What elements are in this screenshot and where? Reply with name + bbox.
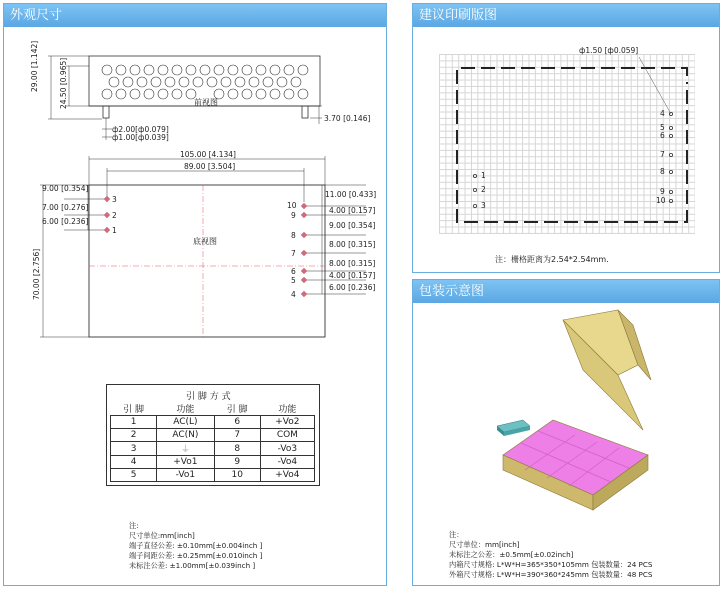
dimensions-panel-title: 外观尺寸: [4, 4, 386, 27]
pcb-pin-1: 1: [481, 171, 486, 180]
package-panel-title: 包装示意图: [413, 280, 719, 303]
front-height-body: 24.50 [0.965]: [59, 57, 68, 109]
ground-symbol-icon: ⏚: [157, 442, 215, 456]
right-dim-4a: 4.00 [0.157]: [329, 206, 376, 215]
pin-table-header: 引 脚: [123, 405, 144, 415]
pin-cell: 2: [111, 429, 157, 442]
note-line: 外箱尺寸规格: L*W*H=390*360*245mm 包装数量：48 PCS: [449, 570, 653, 579]
table-row: [111, 416, 315, 429]
right-pin-4: 4: [291, 290, 296, 299]
pcb-pin-4: 4: [660, 109, 665, 118]
pin-cell: 10: [214, 469, 260, 482]
pcb-pin-8: 8: [660, 167, 665, 176]
note-line: 未标注之公差：±0.5mm[±0.02inch]: [449, 550, 574, 559]
table-row: [111, 456, 315, 469]
left-pin-2: 2: [112, 211, 117, 220]
right-pin-8: 8: [291, 231, 296, 240]
pcb-pin-3: 3: [481, 201, 486, 210]
pin-table-header: 功能: [176, 405, 195, 415]
note-line: 端子直径公差: ±0.10mm[±0.004inch ]: [129, 541, 263, 550]
left-dim-6: 6.00 [0.236]: [42, 217, 89, 226]
pcb-pin-9: 9: [660, 187, 665, 196]
function-cell: AC(L): [157, 416, 215, 429]
pcb-pin-5: 5: [660, 123, 665, 132]
pin-cell: 4: [111, 456, 157, 469]
right-pin-10: 10: [287, 201, 297, 210]
front-pin-dia-1: ф2.00[ф0.079]: [112, 125, 169, 134]
pin-cell: 8: [214, 442, 260, 456]
pin-cell: 5: [111, 469, 157, 482]
right-pin-7: 7: [291, 249, 296, 258]
front-pin-length: 3.70 [0.146]: [324, 114, 371, 123]
pin-table-title: 引 脚 方 式: [186, 392, 231, 402]
dimensions-panel: [3, 3, 387, 586]
dimension-notes: [129, 521, 262, 571]
note-line: 未标注公差: ±1.00mm[±0.039inch ]: [129, 561, 256, 570]
function-cell: COM: [260, 429, 314, 442]
right-pin-9: 9: [291, 211, 296, 220]
function-cell: +Vo1: [157, 456, 215, 469]
note-line: 注：: [449, 530, 464, 539]
function-cell: -Vo3: [260, 442, 314, 456]
table-row: [111, 429, 315, 442]
pcb-pin-2: 2: [481, 185, 486, 194]
bottom-height-total: 70.00 [2.756]: [32, 248, 41, 300]
right-dim-8a: 8.00 [0.315]: [329, 240, 376, 249]
left-pin-1: 1: [112, 226, 117, 235]
right-dim-11: 11.00 [0.433]: [325, 190, 377, 199]
bottom-width-total: 105.00 [4.134]: [180, 150, 236, 159]
front-height-total: 29.00 [1.142]: [30, 40, 39, 92]
pin-cell: 7: [214, 429, 260, 442]
package-notes: [449, 530, 652, 580]
pin-cell: 1: [111, 416, 157, 429]
bottom-view-drawing: [4, 4, 387, 344]
right-dim-8b: 8.00 [0.315]: [329, 259, 376, 268]
pin-cell: 3: [111, 442, 157, 456]
left-pin-3: 3: [112, 195, 117, 204]
pin-table: [110, 402, 315, 482]
pcb-layout-panel-title: 建议印刷版图: [413, 4, 719, 27]
bottom-view-label: 底视图: [193, 237, 217, 246]
note-line: 端子间距公差: ±0.25mm[±0.010inch ]: [129, 551, 263, 560]
pcb-grid-note: 注：栅格距离为2.54*2.54mm.: [495, 255, 609, 264]
bottom-width-pins: 89.00 [3.504]: [184, 162, 236, 171]
function-cell: AC(N): [157, 429, 215, 442]
pcb-hole-diameter: ф1.50 [ф0.059]: [579, 46, 639, 55]
function-cell: -Vo4: [260, 456, 314, 469]
note-line: 尺寸单位：mm[inch]: [449, 540, 520, 549]
pcb-pin-7: 7: [660, 150, 665, 159]
right-pin-5: 5: [291, 276, 296, 285]
table-row: [111, 469, 315, 482]
note-line: 内箱尺寸规格: L*W*H=365*350*105mm 包装数量：24 PCS: [449, 560, 653, 569]
right-pin-6: 6: [291, 267, 296, 276]
right-dim-9: 9.00 [0.354]: [329, 221, 376, 230]
package-panel: [412, 279, 720, 586]
pin-table-header: 引 脚: [226, 405, 248, 415]
right-dim-6: 6.00 [0.236]: [329, 283, 376, 292]
pcb-layout-panel: [412, 3, 720, 273]
pin-cell: 9: [214, 456, 260, 469]
pin-cell: 6: [214, 416, 260, 429]
pin-table-header: 功能: [278, 405, 297, 415]
table-row: [111, 442, 315, 456]
left-dim-9: 9.00 [0.354]: [42, 184, 89, 193]
function-cell: -Vo1: [157, 469, 215, 482]
front-pin-dia-2: ф1.00[ф0.039]: [112, 133, 169, 142]
function-cell: +Vo2: [260, 416, 314, 429]
left-dim-7: 7.00 [0.276]: [42, 203, 89, 212]
pcb-outline: [413, 4, 720, 273]
note-line: 尺寸单位:mm[inch]: [129, 531, 195, 540]
function-cell: +Vo4: [260, 469, 314, 482]
note-line: 注:: [129, 521, 139, 530]
pcb-pin-6: 6: [660, 131, 665, 140]
right-dim-4b: 4.00 [0.157]: [329, 271, 376, 280]
pcb-pin-10: 10: [656, 196, 666, 205]
front-view-label: 前视图: [194, 98, 218, 107]
